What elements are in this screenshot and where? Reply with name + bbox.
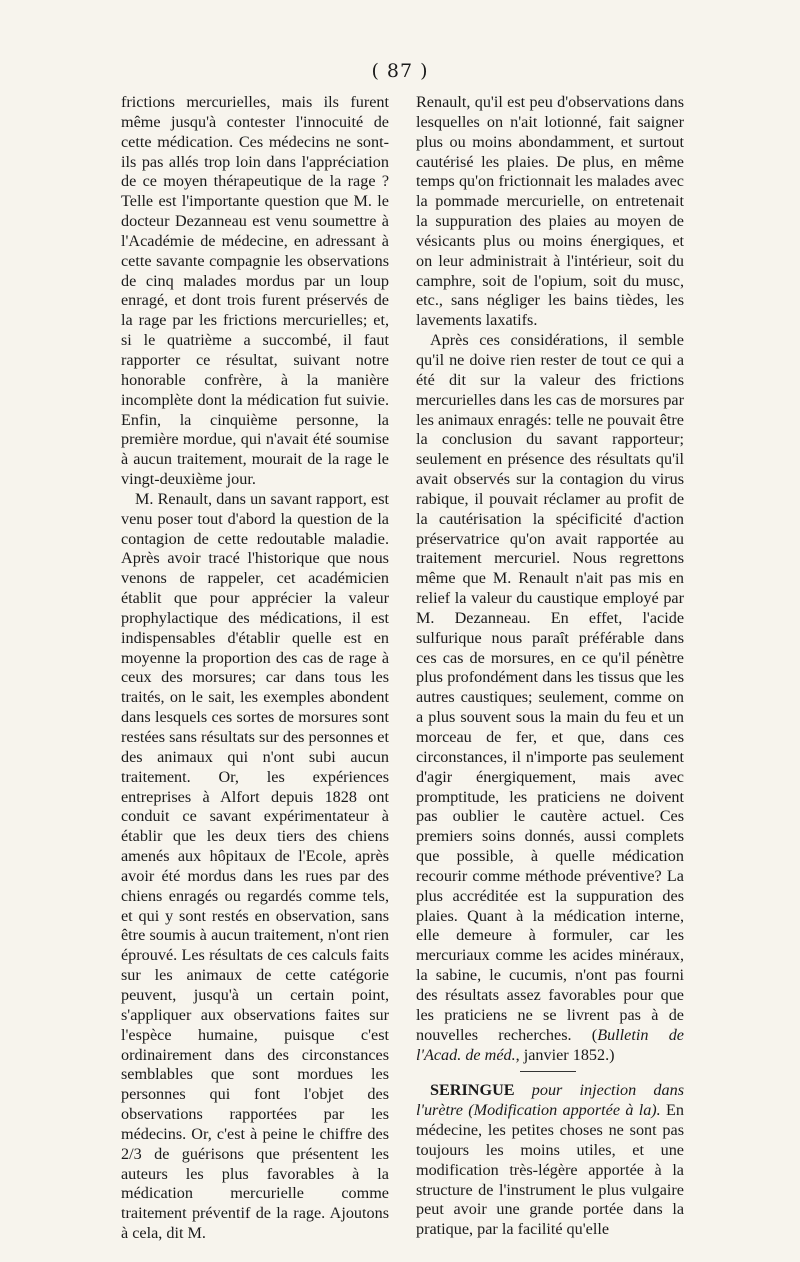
paragraph-text: Après ces considérations, il semble qu'il ne doive rien rester de tout ce qui a été dit sur la valeur des frictions mercurielles dans les cas de morsures par les animaux enragés: telle ne pouvait être la conclusion du savant rapporteur; seulement en présence des résultats qu'il avait observés sur la contagion du virus rabique, il pouvait réclamer au profit de la cautérisation la spécificité d'action préservatrice qu'on avait rapportée au traitement mercuriel. Nous regrettons même que M. Renault n'ait pas mis en relief la valeur du caustique employé par M. Dezanneau. En effet, l'acide sulfurique nous paraît préférable dans ces cas de morsures, en ce qu'il pénètre plus profondément dans les tissus que les autres caustiques; seulement, comme on a plus souvent sous la main du feu et un morceau de fer, et que, dans ces circonstances, il n'importe pas seulement d'agir énergiquement, mais avec promptitude, les praticiens ne doivent pas oublier le cautère actuel. Ces premiers soins donnés, aussi complets que possible, à quelle médication recourir comme méthode préventive? La plus accréditée est la suppuration des plaies. Quant à la médication interne, elle demeure à formuler, car les mercuriaux comme les acides minéraux, la sabine, le cucumis, n'ont pas fourni des résultats assez favorables pour que les praticiens ne se livrent pas à de nouvelles recherches. ( xyxy=(416,331,684,1044)
entry-subtitle: pour injection dans l'urètre ( xyxy=(416,1081,684,1120)
citation-date: , janvier 1852.) xyxy=(515,1045,615,1064)
paragraph xyxy=(416,331,684,1065)
right-column xyxy=(416,93,684,1240)
paragraph: Renault, qu'il est peu d'observations dans lesquelles on n'ait lotionné, fait saigner plus ou moins abondamment, et surtout cautérisé les plaies. De plus, en même temps qu'on frictionnait les malades avec la pommade mercurielle, on entretenait la suppuration des plaies au moyen de vésicants plus ou moins énergiques, et on leur administrait à l'intérieur, soit du camphre, soit de l'opium, soit du musc, etc., sans négliger les bains tièdes, les lavements laxatifs. xyxy=(416,93,684,330)
entry-title: SERINGUE xyxy=(430,1081,515,1100)
paragraph: M. Renault, dans un savant rapport, est venu poser tout d'abord la question de la contagion de cette redoutable maladie. Après avoir tracé l'historique que nous venons de rappeler, cet académicien établit que pour apprécier la valeur prophylactique des médications, il est indispensables d'établir quelle est en moyenne la proportion des cas de rage à ceux des morsures; car dans tous les traités, on le sait, les exemples abondent dans lesquels ces sortes de morsures sont restées sans résultats sur des personnes et des animaux qui n'ont subi aucun traitement. Or, les expériences entreprises à Alfort depuis 1828 ont conduit ce savant expérimentateur à établir que les deux tiers des chiens amenés aux hôpitaux de l'Ecole, après avoir été mordus dans les rues par des chiens enragés ou regardés comme tels, et qui y sont restés en observation, sans être soumis à aucun traitement, n'ont rien éprouvé. Les résultats de ces calculs faits sur les animaux de cette catégorie peuvent, jusqu'à un certain point, s'appliquer aux observations faites sur l'espèce humaine, puisque c'est ordinairement dans des circonstances semblables que sont mordues les personnes qui font l'objet des observations rapportées par les médecins. Or, c'est à peine le chiffre des 2/3 de guérisons que présentent les auteurs les plus favorables à la médication mercurielle comme traitement préventif de la rage. Ajoutons à cela, dit M. xyxy=(121,489,389,1243)
left-column xyxy=(121,93,389,1244)
citation-title: Bulletin de l'Acad. de méd. xyxy=(416,1025,684,1064)
entry-paragraph xyxy=(416,1081,684,1240)
entry-subtitle-end: ). xyxy=(651,1101,661,1120)
entry-subtitle-em: Modification apportée à la xyxy=(473,1101,652,1120)
page-number: ( 87 ) xyxy=(371,60,429,82)
section-divider xyxy=(520,1071,576,1072)
paragraph: frictions mercurielles, mais ils furent même jusqu'à contester l'innocuité de cette médication. Ces médecins ne sont-ils pas allés trop loin dans l'appréciation de ce moyen thérapeutique de la rage ? Telle est l'importante question que M. le docteur Dezanneau est venu soumettre à l'Académie de médecine, en adressant à cette savante compagnie les observations de cinq malades mordus par un loup enragé, et dont trois furent préservés de la rage par les frictions mercurielles; et, si le quatrième a succombé, il faut rapporter ce résultat, suivant notre honorable confrère, à la manière incomplète dont la médication fut suivie. Enfin, la cinquième personne, la première mordue, qui n'avait été soumise à aucun traitement, mourait de la rage le vingt-deuxième jour. xyxy=(121,93,389,489)
entry-text: En médecine, les petites choses ne sont pas toujours les moins utiles, et une modification très-légère apportée à la structure de l'instrument le plus vulgaire peut avoir une grande portée dans la pratique, par la facilité qu'elle xyxy=(416,1101,684,1239)
